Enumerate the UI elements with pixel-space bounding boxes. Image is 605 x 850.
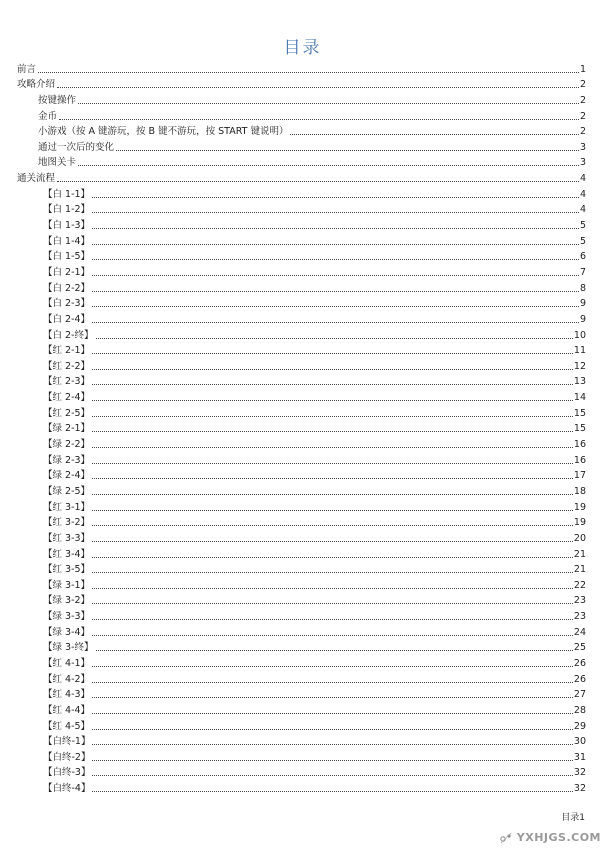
toc-entry-title: 【绿 2-1】 — [43, 423, 91, 435]
toc-entry[interactable] — [17, 482, 586, 498]
toc-entry-title: 【红 3-1】 — [43, 501, 91, 513]
toc-entry-page-number: 2 — [579, 126, 586, 138]
dot-leader — [92, 369, 573, 370]
toc-entry-page-number: 32 — [573, 783, 586, 795]
toc-entry-page-number: 7 — [579, 266, 586, 278]
toc-entry-page-number: 16 — [573, 454, 586, 466]
toc-entry-title: 【白 2-2】 — [43, 282, 91, 294]
dot-leader — [92, 353, 573, 354]
toc-entry-title: 【白 2-1】 — [43, 266, 91, 278]
toc-entry-title: 【红 2-5】 — [43, 407, 91, 419]
toc-entry[interactable] — [17, 420, 586, 436]
toc-entry-title: 前言 — [17, 63, 37, 75]
toc-entry-page-number: 2 — [579, 110, 586, 122]
toc-entry-page-number: 15 — [573, 423, 586, 435]
dot-leader — [290, 134, 579, 135]
dot-leader — [92, 494, 573, 495]
dot-leader — [92, 259, 579, 260]
dot-leader — [78, 103, 579, 104]
toc-entry-title: 【红 3-5】 — [43, 564, 91, 576]
dot-leader — [92, 306, 579, 307]
toc-entry[interactable] — [17, 451, 586, 467]
toc-entry-title: 【绿 2-5】 — [43, 485, 91, 497]
toc-entry-title: 【白 2-4】 — [43, 313, 91, 325]
dot-leader — [92, 384, 573, 385]
toc-entry-title: 【红 4-4】 — [43, 704, 91, 716]
dot-leader — [92, 416, 573, 417]
toc-entry-page-number: 4 — [579, 173, 586, 185]
toc-entry[interactable] — [17, 107, 586, 123]
page-title: 目录 — [283, 38, 322, 58]
toc-entry-page-number: 13 — [573, 376, 586, 388]
dot-leader — [92, 697, 573, 698]
toc-entry[interactable] — [17, 701, 586, 717]
dot-leader — [92, 212, 579, 213]
toc-entry[interactable] — [17, 576, 586, 592]
toc-entry-page-number: 4 — [579, 188, 586, 200]
dot-leader — [96, 650, 573, 651]
toc-entry[interactable] — [17, 686, 586, 702]
toc-entry-page-number: 23 — [573, 611, 586, 623]
toc-entry-page-number: 19 — [573, 517, 586, 529]
toc-entry[interactable] — [17, 388, 586, 404]
dot-leader — [92, 322, 579, 323]
toc-entry-page-number: 21 — [573, 564, 586, 576]
page-footer: 目录1 — [561, 813, 585, 823]
toc-entry[interactable] — [17, 279, 586, 295]
toc-entry-page-number: 8 — [579, 282, 586, 294]
toc-entry-title: 【红 2-4】 — [43, 392, 91, 404]
dot-leader — [92, 291, 579, 292]
toc-entry-title: 【红 3-3】 — [43, 532, 91, 544]
toc-entry-page-number: 3 — [579, 157, 586, 169]
toc-entry[interactable] — [17, 764, 586, 780]
toc-entry-page-number: 9 — [579, 298, 586, 310]
toc-entry-title: 【白终-1】 — [43, 736, 91, 748]
toc-entry-title: 攻略介绍 — [17, 79, 56, 91]
toc-entry-title: 【绿 2-2】 — [43, 439, 91, 451]
toc-entry[interactable] — [17, 185, 586, 201]
toc-entry-page-number: 3 — [579, 141, 586, 153]
toc-entry-title: 【白 1-3】 — [43, 220, 91, 232]
site-watermark — [499, 830, 601, 844]
toc-entry[interactable] — [17, 435, 586, 451]
toc-entry-title: 地图关卡 — [38, 157, 77, 169]
dot-leader — [92, 729, 573, 730]
toc-entry-title: 【白 1-5】 — [43, 251, 91, 263]
toc-entry-page-number: 21 — [573, 548, 586, 560]
toc-entry-page-number: 23 — [573, 595, 586, 607]
toc-entry[interactable] — [17, 263, 586, 279]
toc-entry[interactable] — [17, 733, 586, 749]
dot-leader — [92, 603, 573, 604]
toc-entry-title: 【红 3-2】 — [43, 517, 91, 529]
toc-entry[interactable] — [17, 216, 586, 232]
dot-leader — [96, 338, 573, 339]
toc-entry[interactable] — [17, 561, 586, 577]
dot-leader — [92, 682, 573, 683]
toc-entry[interactable] — [17, 748, 586, 764]
toc-entry-page-number: 25 — [573, 642, 586, 654]
toc-entry-title: 【红 4-3】 — [43, 689, 91, 701]
toc-entry-page-number: 18 — [573, 485, 586, 497]
dot-leader — [92, 713, 573, 714]
toc-entry-page-number: 2 — [579, 94, 586, 106]
toc-entry[interactable] — [17, 373, 586, 389]
toc-entry-title: 小游戏（按 A 键游玩，按 B 键不游玩，按 START 键说明） — [38, 126, 289, 138]
toc-entry[interactable] — [17, 498, 586, 514]
dot-leader — [57, 87, 579, 88]
toc-entry[interactable] — [17, 232, 586, 248]
toc-entry[interactable] — [17, 326, 586, 342]
toc-entry[interactable] — [17, 514, 586, 530]
toc-entry-page-number: 5 — [579, 220, 586, 232]
toc-entry-title: 【绿 3-3】 — [43, 611, 91, 623]
toc-entry[interactable] — [17, 607, 586, 623]
toc-entry-title: 【红 2-3】 — [43, 376, 91, 388]
toc-entry-title: 【红 3-4】 — [43, 548, 91, 560]
toc-entry[interactable] — [17, 467, 586, 483]
toc-entry-page-number: 15 — [573, 407, 586, 419]
toc-entry-page-number: 22 — [573, 579, 586, 591]
toc-entry[interactable] — [17, 169, 586, 185]
toc-entry-title: 【白 2-终】 — [43, 329, 94, 341]
toc-entry-page-number: 2 — [579, 79, 586, 91]
dot-leader — [92, 510, 573, 511]
toc-entry-page-number: 12 — [573, 360, 586, 372]
toc-entry[interactable] — [17, 154, 586, 170]
table-of-contents — [17, 60, 586, 795]
toc-entry-title: 【绿 3-1】 — [43, 579, 91, 591]
toc-entry-title: 【红 4-1】 — [43, 657, 91, 669]
dot-leader — [38, 72, 579, 73]
toc-entry-page-number: 24 — [573, 626, 586, 638]
toc-entry-title: 【绿 2-3】 — [43, 454, 91, 466]
dot-leader — [92, 635, 573, 636]
toc-entry[interactable] — [17, 717, 586, 733]
toc-entry[interactable] — [17, 342, 586, 358]
toc-entry-title: 【白 2-3】 — [43, 298, 91, 310]
toc-entry-page-number: 28 — [573, 704, 586, 716]
toc-entry-title: 【白 1-1】 — [43, 188, 91, 200]
dot-leader — [92, 525, 573, 526]
dot-leader — [92, 431, 573, 432]
toc-entry-title: 【红 4-2】 — [43, 673, 91, 685]
toc-entry-page-number: 26 — [573, 657, 586, 669]
toc-entry-page-number: 11 — [573, 345, 586, 357]
toc-entry[interactable] — [17, 670, 586, 686]
dot-leader — [92, 244, 579, 245]
dot-leader — [59, 119, 579, 120]
toc-entry-page-number: 16 — [573, 439, 586, 451]
gamepad-logo-icon — [499, 830, 513, 844]
dot-leader — [92, 447, 573, 448]
watermark-text: YXHJGS.COM — [516, 830, 601, 844]
dot-leader — [92, 463, 573, 464]
dot-leader — [92, 557, 573, 558]
toc-entry[interactable] — [17, 639, 586, 655]
toc-entry-title: 【绿 3-终】 — [43, 642, 94, 654]
toc-entry[interactable] — [17, 248, 586, 264]
dot-leader — [92, 666, 573, 667]
dot-leader — [92, 275, 579, 276]
dot-leader — [92, 572, 573, 573]
toc-entry[interactable] — [17, 357, 586, 373]
toc-entry-page-number: 14 — [573, 392, 586, 404]
toc-entry-page-number: 17 — [573, 470, 586, 482]
toc-entry[interactable] — [17, 91, 586, 107]
toc-entry-page-number: 32 — [573, 767, 586, 779]
toc-entry-title: 【白 1-2】 — [43, 204, 91, 216]
toc-entry[interactable] — [17, 310, 586, 326]
dot-leader — [92, 197, 579, 198]
toc-entry-title: 【绿 3-4】 — [43, 626, 91, 638]
toc-entry-title: 【白终-4】 — [43, 783, 91, 795]
toc-entry-title: 通关流程 — [17, 173, 56, 185]
toc-entry-title: 【红 2-1】 — [43, 345, 91, 357]
toc-entry-page-number: 5 — [579, 235, 586, 247]
toc-entry-title: 【白终-2】 — [43, 751, 91, 763]
toc-entry-title: 金币 — [38, 110, 58, 122]
toc-entry-page-number: 19 — [573, 501, 586, 513]
toc-entry-title: 【绿 3-2】 — [43, 595, 91, 607]
toc-entry-page-number: 27 — [573, 689, 586, 701]
toc-entry-page-number: 30 — [573, 736, 586, 748]
toc-entry-page-number: 4 — [579, 204, 586, 216]
toc-entry-title: 【红 4-5】 — [43, 720, 91, 732]
toc-entry[interactable] — [17, 623, 586, 639]
dot-leader — [92, 588, 573, 589]
dot-leader — [92, 775, 572, 776]
dot-leader — [116, 150, 579, 151]
toc-entry-title: 【白终-3】 — [43, 767, 91, 779]
dot-leader — [78, 165, 579, 166]
toc-entry[interactable] — [17, 201, 586, 217]
dot-leader — [92, 541, 573, 542]
toc-entry[interactable] — [17, 529, 586, 545]
toc-entry-title: 【白 1-4】 — [43, 235, 91, 247]
toc-entry[interactable] — [17, 295, 586, 311]
toc-entry[interactable] — [17, 779, 586, 795]
toc-entry-page-number: 6 — [579, 251, 586, 263]
toc-entry[interactable] — [17, 592, 586, 608]
toc-entry-title: 【绿 2-4】 — [43, 470, 91, 482]
toc-entry-title: 按键操作 — [38, 94, 77, 106]
toc-entry-title: 【红 2-2】 — [43, 360, 91, 372]
toc-entry[interactable] — [17, 138, 586, 154]
dot-leader — [92, 400, 573, 401]
dot-leader — [92, 619, 573, 620]
dot-leader — [92, 791, 572, 792]
toc-entry-page-number: 31 — [573, 751, 586, 763]
toc-entry[interactable] — [17, 123, 586, 139]
toc-entry-page-number: 10 — [573, 329, 586, 341]
toc-entry-page-number: 20 — [573, 532, 586, 544]
dot-leader — [92, 228, 579, 229]
toc-entry[interactable] — [17, 60, 586, 76]
toc-entry[interactable] — [17, 545, 586, 561]
dot-leader — [92, 744, 572, 745]
dot-leader — [57, 181, 579, 182]
toc-entry-title: 通过一次后的变化 — [38, 141, 115, 153]
toc-entry-page-number: 9 — [579, 313, 586, 325]
toc-entry-page-number: 26 — [573, 673, 586, 685]
toc-entry[interactable] — [17, 654, 586, 670]
toc-entry[interactable] — [17, 404, 586, 420]
dot-leader — [92, 760, 572, 761]
toc-entry-page-number: 1 — [579, 63, 586, 75]
toc-entry[interactable] — [17, 76, 586, 92]
dot-leader — [92, 478, 573, 479]
toc-entry-page-number: 29 — [573, 720, 586, 732]
